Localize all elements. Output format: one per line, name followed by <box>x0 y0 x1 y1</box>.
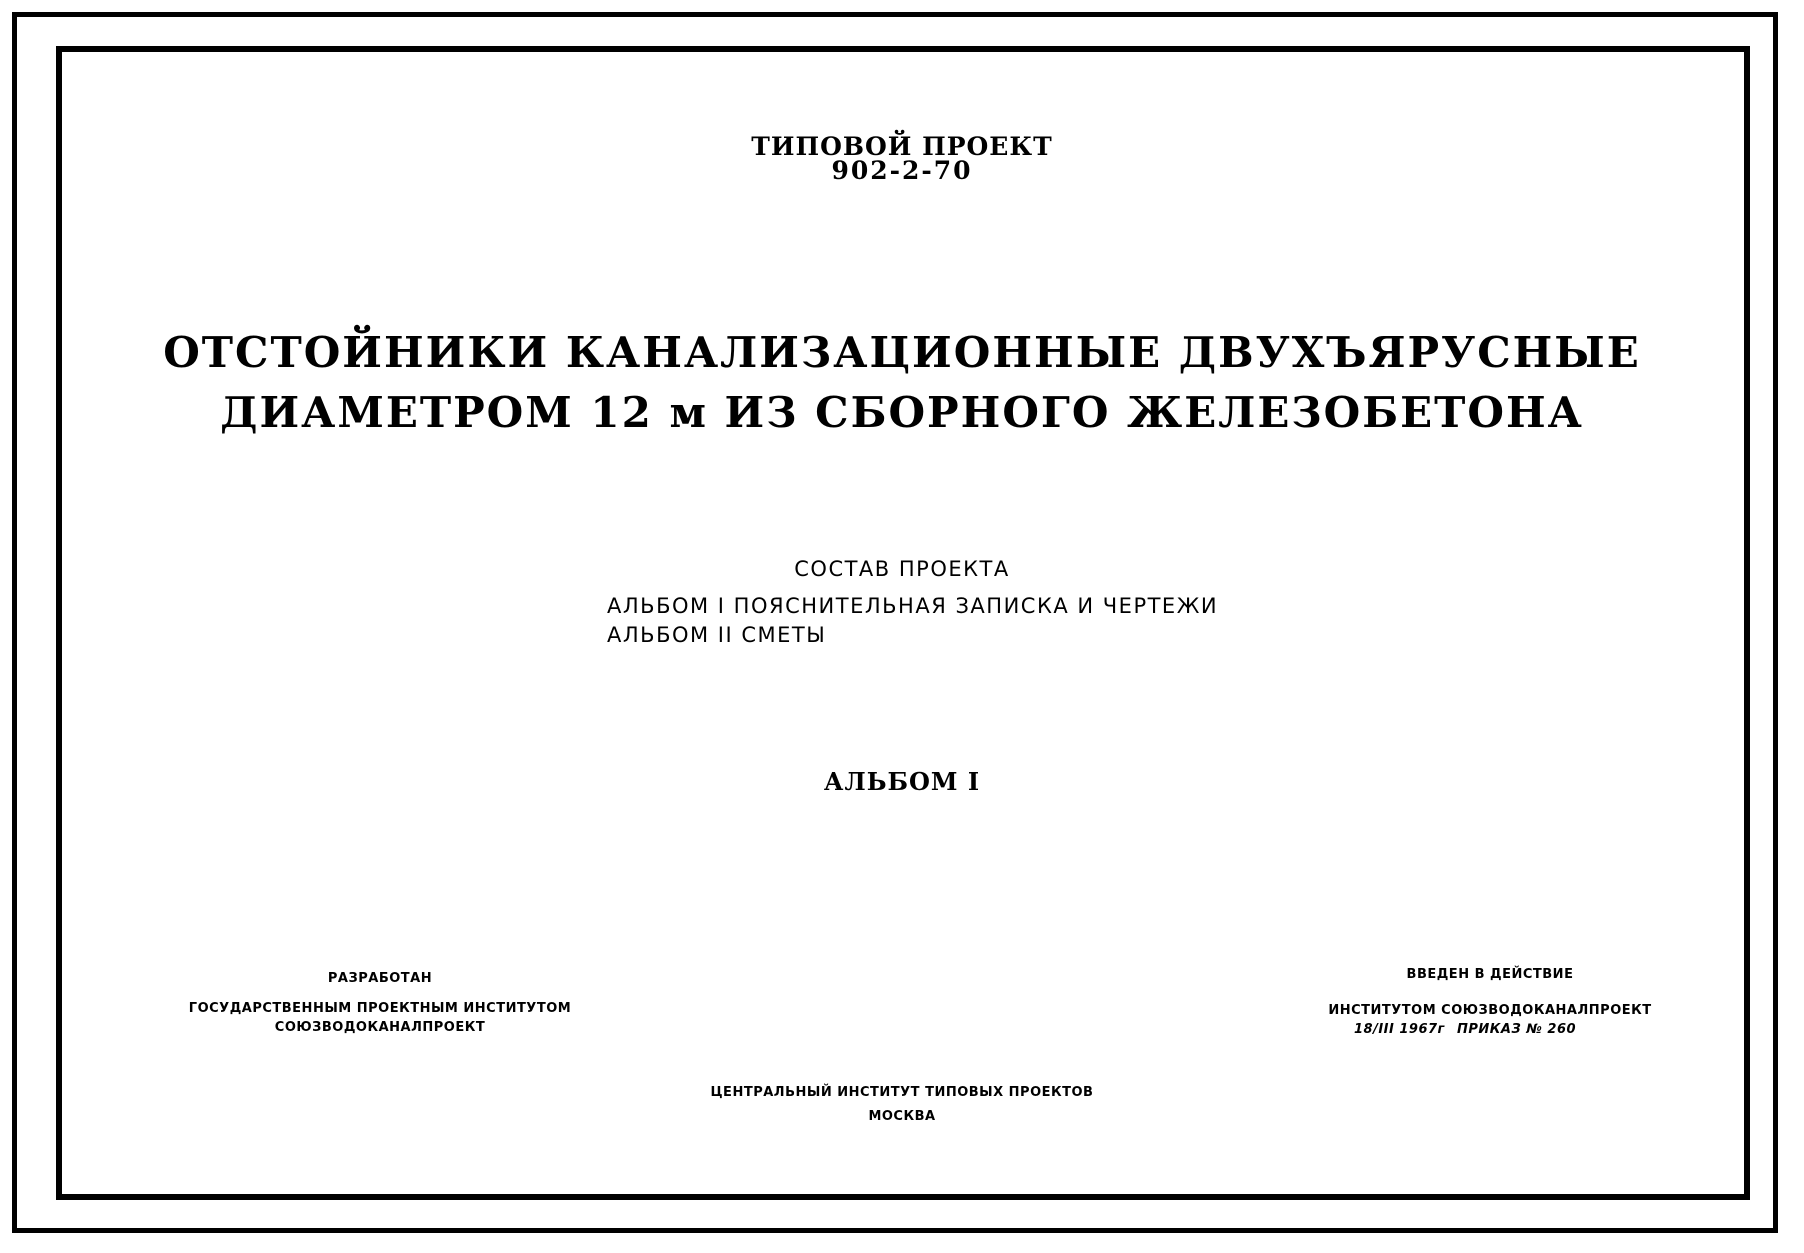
developed-by-label: РАЗРАБОТАН <box>327 971 433 986</box>
document-title-line-1: ОТСТОЙНИКИ КАНАЛИЗАЦИОННЫЕ ДВУХЪЯРУСНЫЕ <box>163 328 1641 377</box>
introducing-org: ИНСТИТУТОМ СОЮЗВОДОКАНАЛПРОЕКТ <box>1328 1003 1652 1018</box>
publisher-city: МОСКВА <box>868 1109 936 1124</box>
order-number: ПРИКАЗ № 260 <box>1457 1022 1577 1037</box>
developer-org-line-1: ГОСУДАРСТВЕННЫМ ПРОЕКТНЫМ ИНСТИТУТОМ <box>188 1001 572 1016</box>
introduced-label: ВВЕДЕН В ДЕЙСТВИЕ <box>1406 967 1574 982</box>
current-album-label: АЛЬБОМ I <box>823 767 981 796</box>
composition-heading: СОСТАВ ПРОЕКТА <box>794 557 1010 581</box>
document-title-line-2: ДИАМЕТРОМ 12 м ИЗ СБОРНОГО ЖЕЛЕЗОБЕТОНА <box>220 388 1584 437</box>
project-type-label: ТИПОВОЙ ПРОЕКТ <box>751 132 1053 161</box>
album-list-item: АЛЬБОМ I ПОЯСНИТЕЛЬНАЯ ЗАПИСКА И ЧЕРТЕЖИ <box>607 594 1219 618</box>
project-number: 902-2-70 <box>831 156 973 185</box>
album-list-item: АЛЬБОМ II СМЕТЫ <box>607 623 827 647</box>
publisher-name: ЦЕНТРАЛЬНЫЙ ИНСТИТУТ ТИПОВЫХ ПРОЕКТОВ <box>710 1085 1094 1100</box>
introduction-date: 18/III 1967г <box>1354 1022 1445 1037</box>
developer-org-line-2: СОЮЗВОДОКАНАЛПРОЕКТ <box>274 1020 486 1035</box>
